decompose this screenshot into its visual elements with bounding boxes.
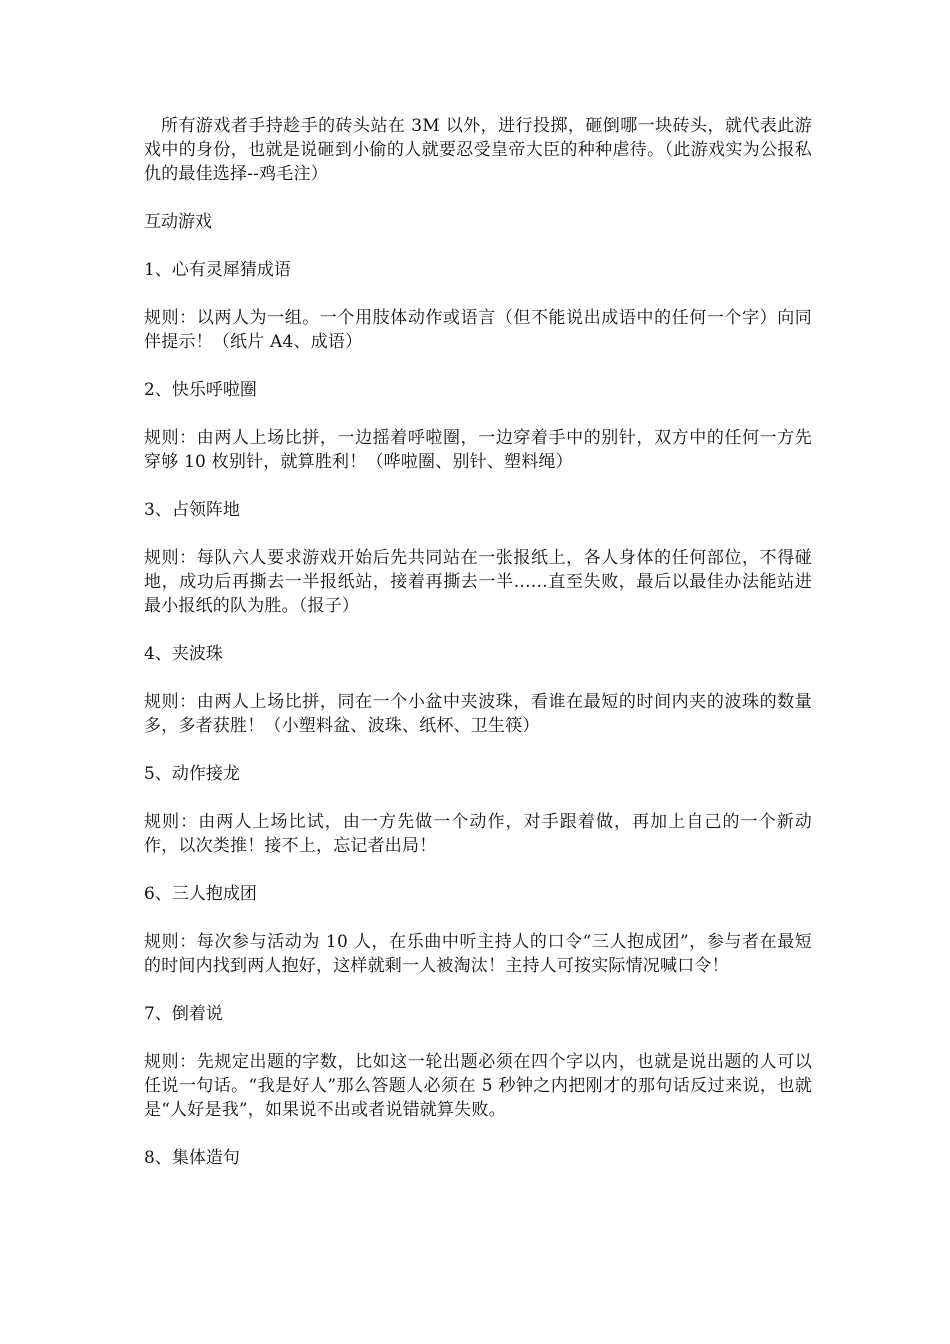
game-rule-7: 规则：先规定出题的字数，比如这一轮出题必须在四个字以内，也就是说出题的人可以任说一句话。“我是好人”那么答题人必须在 5 秒钟之内把刚才的那句话反过来说，也就是“人好是我”，如果说不出或者说错就算失败。 xyxy=(144,1052,812,1120)
game-rule-1: 规则：以两人为一组。一个用肢体动作或语言（但不能说出成语中的任何一个字）向同伴提示！（纸片 A4、成语） xyxy=(144,308,812,352)
game-title-4: 4、夹波珠 xyxy=(144,644,223,664)
game-rule-2: 规则：由两人上场比拼，一边摇着呼啦圈，一边穿着手中的别针，双方中的任何一方先穿够 10 枚别针，就算胜利！（哗啦圈、别针、塑料绳） xyxy=(144,428,812,472)
game-title-2: 2、快乐呼啦圈 xyxy=(144,380,257,400)
game-title-6: 6、三人抱成团 xyxy=(144,884,257,904)
game-rule-3: 规则：每队六人要求游戏开始后先共同站在一张报纸上，各人身体的任何部位，不得碰地，成功后再撕去一半报纸站，接着再撕去一半……直至失败，最后以最佳办法能站进最小报纸的队为胜。（报子） xyxy=(144,548,812,616)
game-title-7: 7、倒着说 xyxy=(144,1004,223,1024)
section-title: 互动游戏 xyxy=(144,212,212,232)
game-title-5: 5、动作接龙 xyxy=(144,764,240,784)
game-title-8: 8、集体造句 xyxy=(144,1148,240,1168)
game-rule-4: 规则：由两人上场比拼，同在一个小盆中夹波珠，看谁在最短的时间内夹的波珠的数量多，多者获胜！（小塑料盆、波珠、纸杯、卫生筷） xyxy=(144,692,812,736)
intro-paragraph: 所有游戏者手持趁手的砖头站在 3M 以外，进行投掷，砸倒哪一块砖头，就代表此游戏中的身份，也就是说砸到小偷的人就要忍受皇帝大臣的种种虐待。（此游戏实为公报私仇的最佳选择--鸡毛注） xyxy=(144,116,812,184)
game-rule-6: 规则：每次参与活动为 10 人，在乐曲中听主持人的口令“三人抱成团”，参与者在最短的时间内找到两人抱好，这样就剩一人被淘汰！主持人可按实际情况喊口令！ xyxy=(144,932,812,976)
game-rule-5: 规则：由两人上场比试，由一方先做一个动作，对手跟着做，再加上自己的一个新动作，以次类推！接不上，忘记者出局！ xyxy=(144,812,812,856)
game-title-1: 1、心有灵犀猜成语 xyxy=(144,260,291,280)
game-title-3: 3、占领阵地 xyxy=(144,500,240,520)
document-page xyxy=(144,114,812,1194)
